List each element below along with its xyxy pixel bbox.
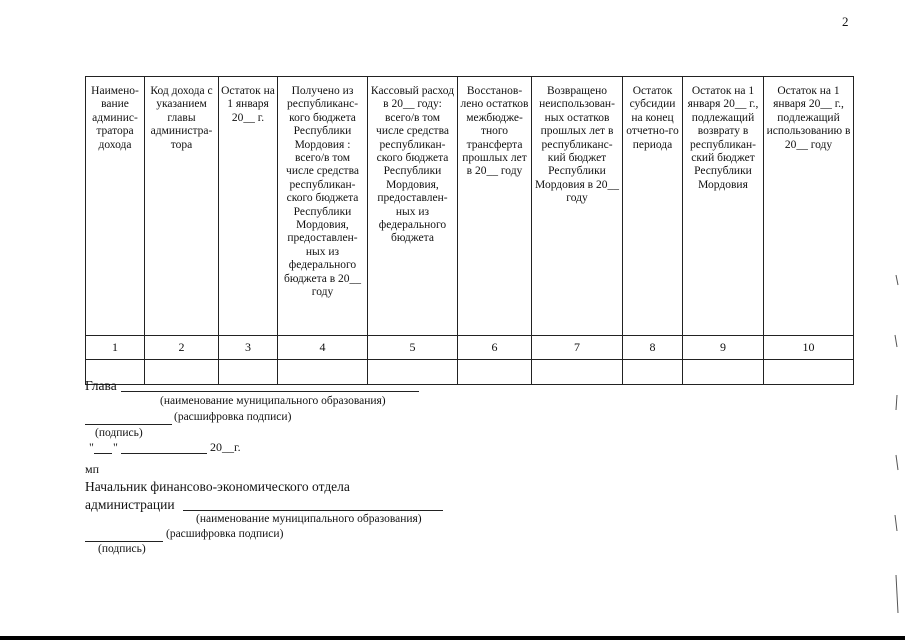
finance-head-title: Начальник финансово-экономического отдела <box>85 479 350 494</box>
municipality-caption: (наименование муниципального образования) <box>196 513 422 525</box>
column-number: 8 <box>623 336 683 360</box>
column-number: 4 <box>278 336 368 360</box>
column-number: 9 <box>683 336 764 360</box>
header-cell: Остаток субсидии на конец отчетно-го периода <box>623 77 683 336</box>
header-cell: Код дохода с указанием главы администра-тора <box>145 77 219 336</box>
column-number: 3 <box>219 336 278 360</box>
column-number: 5 <box>368 336 458 360</box>
column-number: 2 <box>145 336 219 360</box>
table-cell <box>764 360 854 385</box>
table-header-row <box>86 77 854 336</box>
header-cell: Остаток на 1 января 20__ г., подлежащий использованию в 20__ году <box>764 77 854 336</box>
signature-line <box>85 410 172 425</box>
column-number: 10 <box>764 336 854 360</box>
scan-bottom-edge <box>0 636 905 640</box>
head-name-line <box>121 377 419 392</box>
header-cell: Наимено-вание админис-тратора дохода <box>86 77 145 336</box>
table-cell <box>623 360 683 385</box>
table-cell <box>683 360 764 385</box>
table-cell <box>532 360 623 385</box>
column-number: 6 <box>458 336 532 360</box>
decode-caption: (расшифровка подписи) <box>166 528 284 540</box>
stamp-label: мп <box>85 462 100 476</box>
report-table <box>85 76 854 385</box>
date-month-line <box>121 440 207 454</box>
scan-edge-marks <box>893 275 901 615</box>
administration-label: администрации <box>85 497 175 512</box>
signature-line <box>85 528 163 542</box>
administration-name-line <box>183 496 443 511</box>
page-number: 2 <box>842 14 849 29</box>
municipality-caption: (наименование муниципального образования) <box>160 395 386 407</box>
date-quote-close: " <box>113 440 118 454</box>
header-cell: Возвращено неиспользован-ных остатков прошлых лет в республиканс-кий бюджет Республики Мордовия в 20__ году <box>532 77 623 336</box>
head-label: Глава <box>85 378 117 393</box>
column-number: 7 <box>532 336 623 360</box>
column-number: 1 <box>86 336 145 360</box>
header-cell: Остаток на 1 января 20__ г. <box>219 77 278 336</box>
signature-caption: (подпись) <box>95 427 143 439</box>
column-number-row <box>86 336 854 360</box>
header-cell: Получено из республиканс-кого бюджета Республики Мордовия : всего/в том числе средства республикан-ского бюджета Республики Мордовия, предоставлен-ных из федерального бюджета в 20__ году <box>278 77 368 336</box>
date-year: 20__г. <box>210 440 241 454</box>
date-quote-open: " <box>89 440 94 454</box>
table-cell <box>458 360 532 385</box>
decode-caption: (расшифровка подписи) <box>174 411 292 423</box>
header-cell: Восстанов-лено остатков межбюдже-тного трансферта прошлых лет в 20__ году <box>458 77 532 336</box>
header-cell: Остаток на 1 января 20__ г., подлежащий возврату в республикан-ский бюджет Республики Мордовия <box>683 77 764 336</box>
date-day-line <box>94 440 112 454</box>
header-cell: Кассовый расход в 20__ году: всего/в том числе средства республикан-ского бюджета Республики Мордовия, предоставлен-ных из федерального бюджета <box>368 77 458 336</box>
signature-caption: (подпись) <box>98 543 146 555</box>
